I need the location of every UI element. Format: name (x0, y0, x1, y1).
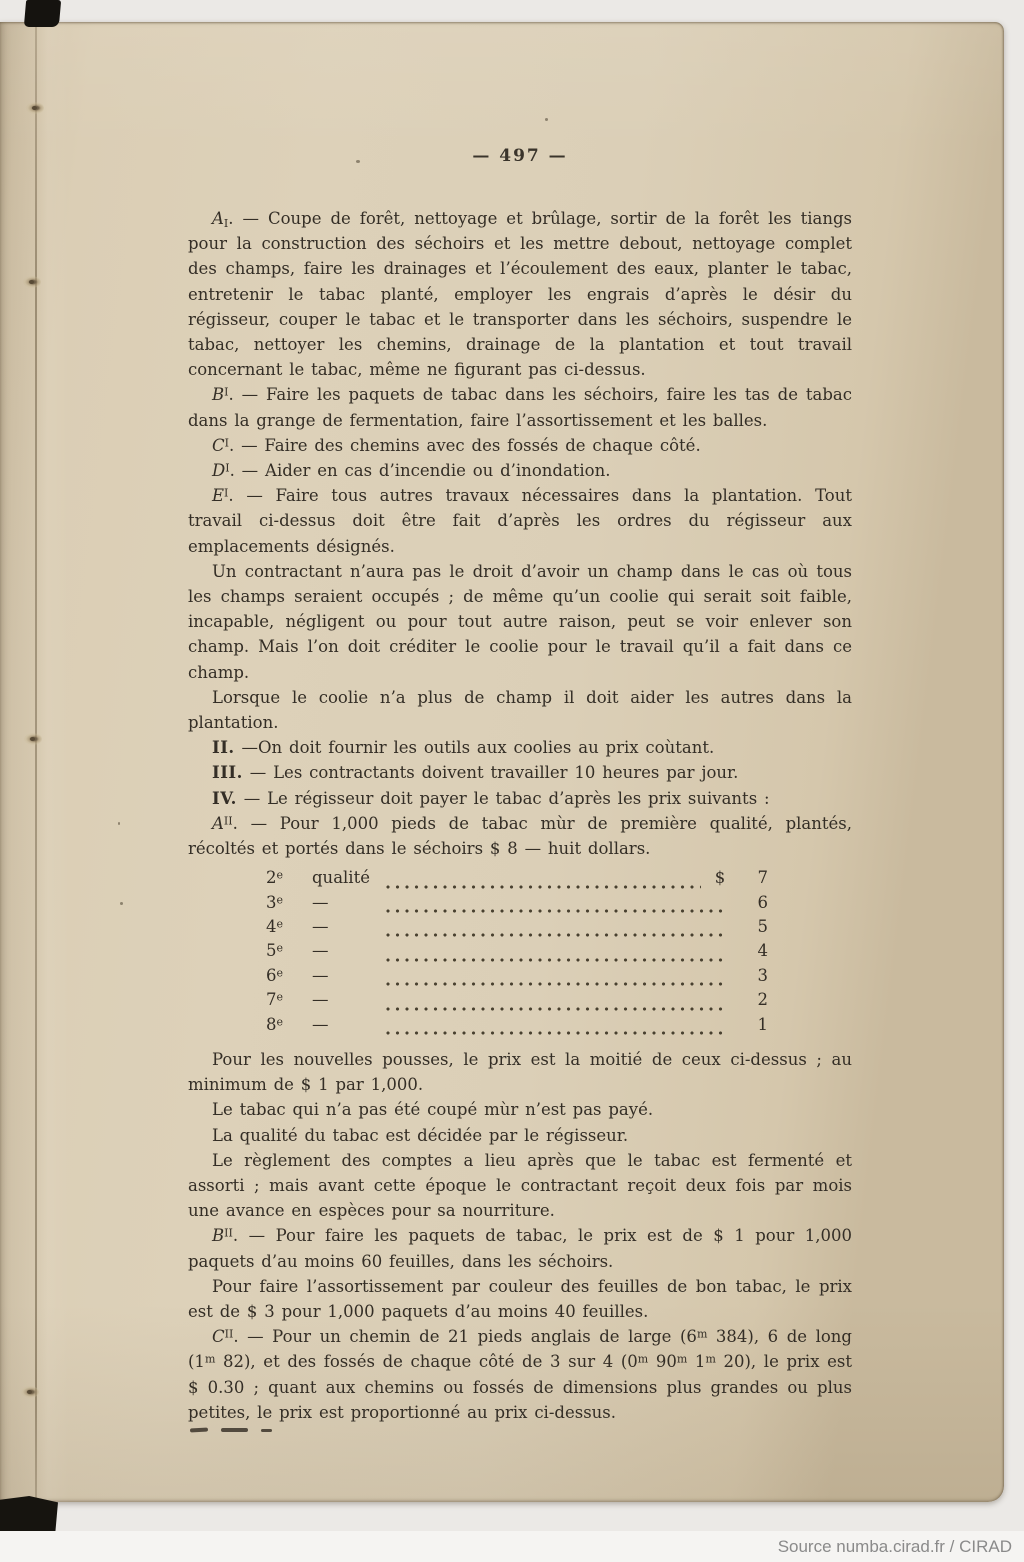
script-run: m (705, 1352, 716, 1366)
page-content (188, 22, 852, 1435)
stitch-hole (26, 102, 44, 114)
quality-label: — (312, 1014, 329, 1034)
quality-label: qualité (312, 868, 370, 888)
text-run: . — Faire des chemins avec des fossés de chaque côté. (228, 435, 701, 455)
text-run: . — Pour faire les paquets de tabac, le prix est de $ 1 pour 1,000 paquets d’au moins 60 feuilles, dans les séchoirs. (188, 1226, 852, 1271)
text-run: La qualité du tabac est décidée par le régisseur. (212, 1125, 629, 1145)
script-run: I (223, 217, 229, 230)
ordinal-suffix: e (276, 990, 284, 1004)
text-run: . — Aider en cas d’incendie ou d’inondation. (229, 461, 611, 481)
paragraph (188, 382, 852, 432)
price-table-row (266, 1015, 768, 1039)
leader-dots (386, 970, 723, 990)
price-table-row (266, 893, 768, 917)
paragraph (188, 1324, 852, 1425)
ordinal-suffix: e (276, 893, 284, 907)
stitch-hole (21, 1386, 39, 1398)
price-table-row (266, 966, 768, 990)
paragraph (188, 1223, 852, 1273)
ordinal-suffix: e (276, 1015, 284, 1029)
text-run: . — Faire tous autres travaux nécessaires dans la plantation. Tout travail ci-dessus doit être fait d’après les ordres du régisseur aux emplacements désignés. (188, 486, 852, 556)
script-run: II (224, 1327, 234, 1341)
text-run: II. (212, 738, 235, 758)
paper-speck (120, 902, 123, 905)
leader-dots (386, 946, 723, 966)
paragraph (188, 811, 852, 861)
paragraph (188, 1123, 852, 1148)
text-run: Pour les nouvelles pousses, le prix est la moitié de ceux ci-dessus ; au minimum de $ 1 par 1,000. (188, 1050, 852, 1095)
text-run: 20), le prix est $ 0.30 ; quant aux chemins ou fossés de dimensions plus grandes ou plus petites, le prix est proportionné au prix ci-dessus. (188, 1352, 853, 1422)
price-value: 2 (757, 990, 768, 1010)
book-page-scan (0, 22, 1004, 1502)
stitch-hole (24, 733, 42, 745)
script-run: m (637, 1352, 649, 1366)
text-run: C (212, 435, 225, 455)
script-run: I (224, 486, 229, 500)
text-run: E (212, 486, 225, 506)
script-run: II (224, 1226, 233, 1240)
quality-label: — (312, 941, 329, 961)
text-run: . — Coupe de forêt, nettoyage et brûlage, sortir de la forêt les tiangs pour la construction des séchoirs et les mettre debout, nettoyage complet des champs, faire les drainages et l’écoulement des eaux, planter le tabac, entretenir le tabac planté, employer les engrais d’après le désir du régisseur, couper le tabac et le transporter dans les séchoirs, suspendre le tabac, nettoyer les chemins, drainage de la plantation et tout travail concernant le tabac, même ne figurant pas ci-dessus. (188, 209, 852, 380)
text-run: . — Faire les paquets de tabac dans les séchoirs, faire les tas de tabac dans la grange de fermentation, faire l’assortissement et les balles. (188, 385, 852, 430)
smudge-dash (190, 1428, 208, 1433)
leader-dots (386, 995, 723, 1015)
text-run: B (212, 1226, 225, 1246)
text-run: . — Pour 1,000 pieds de tabac mùr de première qualité, plantés, récoltés et portés dans le séchoirs $ 8 — huit dollars. (188, 813, 852, 859)
leader-dots (386, 1019, 723, 1039)
currency-sign: $ (714, 868, 726, 888)
text-run: IV. (212, 788, 237, 808)
text-run: 384), 6 de long (1 (188, 1327, 852, 1372)
text-run: D (212, 461, 226, 481)
text-run: 82), et des fossés de chaque côté de 3 sur 4 (0 (215, 1352, 638, 1372)
price-table-row (266, 941, 768, 965)
script-run: I (225, 461, 230, 475)
paragraph (188, 1097, 852, 1122)
text-run: A (212, 209, 224, 228)
paragraph (188, 1047, 852, 1097)
price-value: 4 (757, 941, 768, 961)
price-table (266, 868, 768, 1039)
text-run: 1 (687, 1352, 706, 1372)
price-table-row (266, 868, 768, 892)
ordinal-suffix: e (276, 966, 284, 980)
text-run: . — Pour un chemin de 21 pieds anglais de large (6 (233, 1327, 697, 1347)
smudge-dash (261, 1429, 272, 1432)
paper-speck (118, 822, 120, 825)
stitch-hole (23, 276, 41, 288)
script-run: m (696, 1327, 708, 1341)
paragraph (188, 685, 852, 735)
leader-dots (386, 873, 701, 893)
smudge-dash (221, 1428, 248, 1432)
quality-ordinal: 3e (266, 892, 284, 912)
script-run: I (224, 385, 229, 399)
ink-smudge (188, 1425, 852, 1435)
price-value: 5 (757, 917, 768, 937)
text-run: Le règlement des comptes a lieu après que le tabac est fermenté et assorti ; mais avant cette époque le contractant reçoit deux fois par mois une avance en espèces pour sa nourriture. (188, 1150, 852, 1221)
quality-label: — (312, 990, 329, 1010)
paragraph (188, 1148, 852, 1224)
body-text-upper (188, 206, 852, 861)
text-run: Pour faire l’assortissement par couleur des feuilles de bon tabac, le prix est de $ 3 pour 1,000 paquets d’au moins 40 feuilles. (188, 1276, 852, 1322)
text-run: Le tabac qui n’a pas été coupé mùr n’est pas payé. (212, 1100, 654, 1120)
paragraph (188, 735, 852, 760)
paragraph (188, 433, 852, 458)
text-run: 90 (648, 1352, 677, 1372)
paragraph (188, 559, 852, 685)
price-value: 1 (757, 1014, 768, 1034)
ordinal-suffix: e (276, 917, 284, 931)
price-value: 3 (757, 965, 768, 985)
price-table-row (266, 990, 768, 1014)
text-run: — Les contractants doivent travailler 10 heures par jour. (242, 763, 739, 783)
text-run: — Le régisseur doit payer le tabac d’après les prix suivants : (236, 788, 770, 808)
quality-ordinal: 2e (266, 868, 284, 888)
paragraph (188, 760, 852, 785)
quality-label: — (312, 965, 329, 985)
quality-label: — (312, 917, 329, 937)
leader-dots (386, 897, 723, 917)
text-run: Lorsque le coolie n’a plus de champ il doit aider les autres dans la plantation. (188, 687, 852, 733)
leader-dots (386, 921, 723, 941)
ordinal-suffix: e (276, 941, 284, 955)
paragraph (188, 1274, 852, 1324)
paragraph (188, 206, 852, 382)
ordinal-suffix: e (276, 868, 284, 882)
text-run: B (212, 385, 225, 405)
text-run: Un contractant n’aura pas le droit d’avoir un champ dans le cas où tous les champs seraient occupés ; de même qu’un coolie qui serait soit faible, incapable, négligent ou pour tout autre raison, peut se voir enlever son champ. Mais l’on doit créditer le coolie pour le travail qu’il a fait dans ce champ. (188, 561, 852, 682)
viewer-footer-bar (0, 1531, 1024, 1562)
binding-crease-line (35, 22, 37, 1502)
script-run: m (204, 1352, 216, 1366)
body-text-lower (188, 1047, 852, 1425)
script-run: m (676, 1352, 688, 1366)
script-run: II (223, 814, 233, 828)
quality-ordinal: 7e (266, 990, 284, 1010)
price-table-row (266, 917, 768, 941)
paragraph (188, 786, 852, 811)
binding-mark-top (24, 0, 61, 27)
quality-ordinal: 4e (266, 917, 284, 937)
page-number: — 497 — (472, 146, 568, 166)
text-run: C (212, 1327, 225, 1347)
quality-ordinal: 8e (266, 1014, 284, 1034)
paragraph (188, 483, 852, 559)
price-value: 6 (757, 892, 768, 912)
script-run: I (224, 436, 229, 450)
text-run: III. (212, 763, 243, 783)
text-run: A (212, 813, 224, 833)
binding-mark-bottom (0, 1496, 58, 1536)
source-attribution: Source numba.cirad.fr / CIRAD (777, 1536, 1012, 1556)
price-value: 7 (757, 868, 768, 888)
quality-ordinal: 6e (266, 965, 284, 985)
quality-ordinal: 5e (266, 941, 284, 961)
paragraph (188, 458, 852, 483)
text-run: —On doit fournir les outils aux coolies au prix coùtant. (234, 738, 715, 758)
quality-label: — (312, 892, 329, 912)
